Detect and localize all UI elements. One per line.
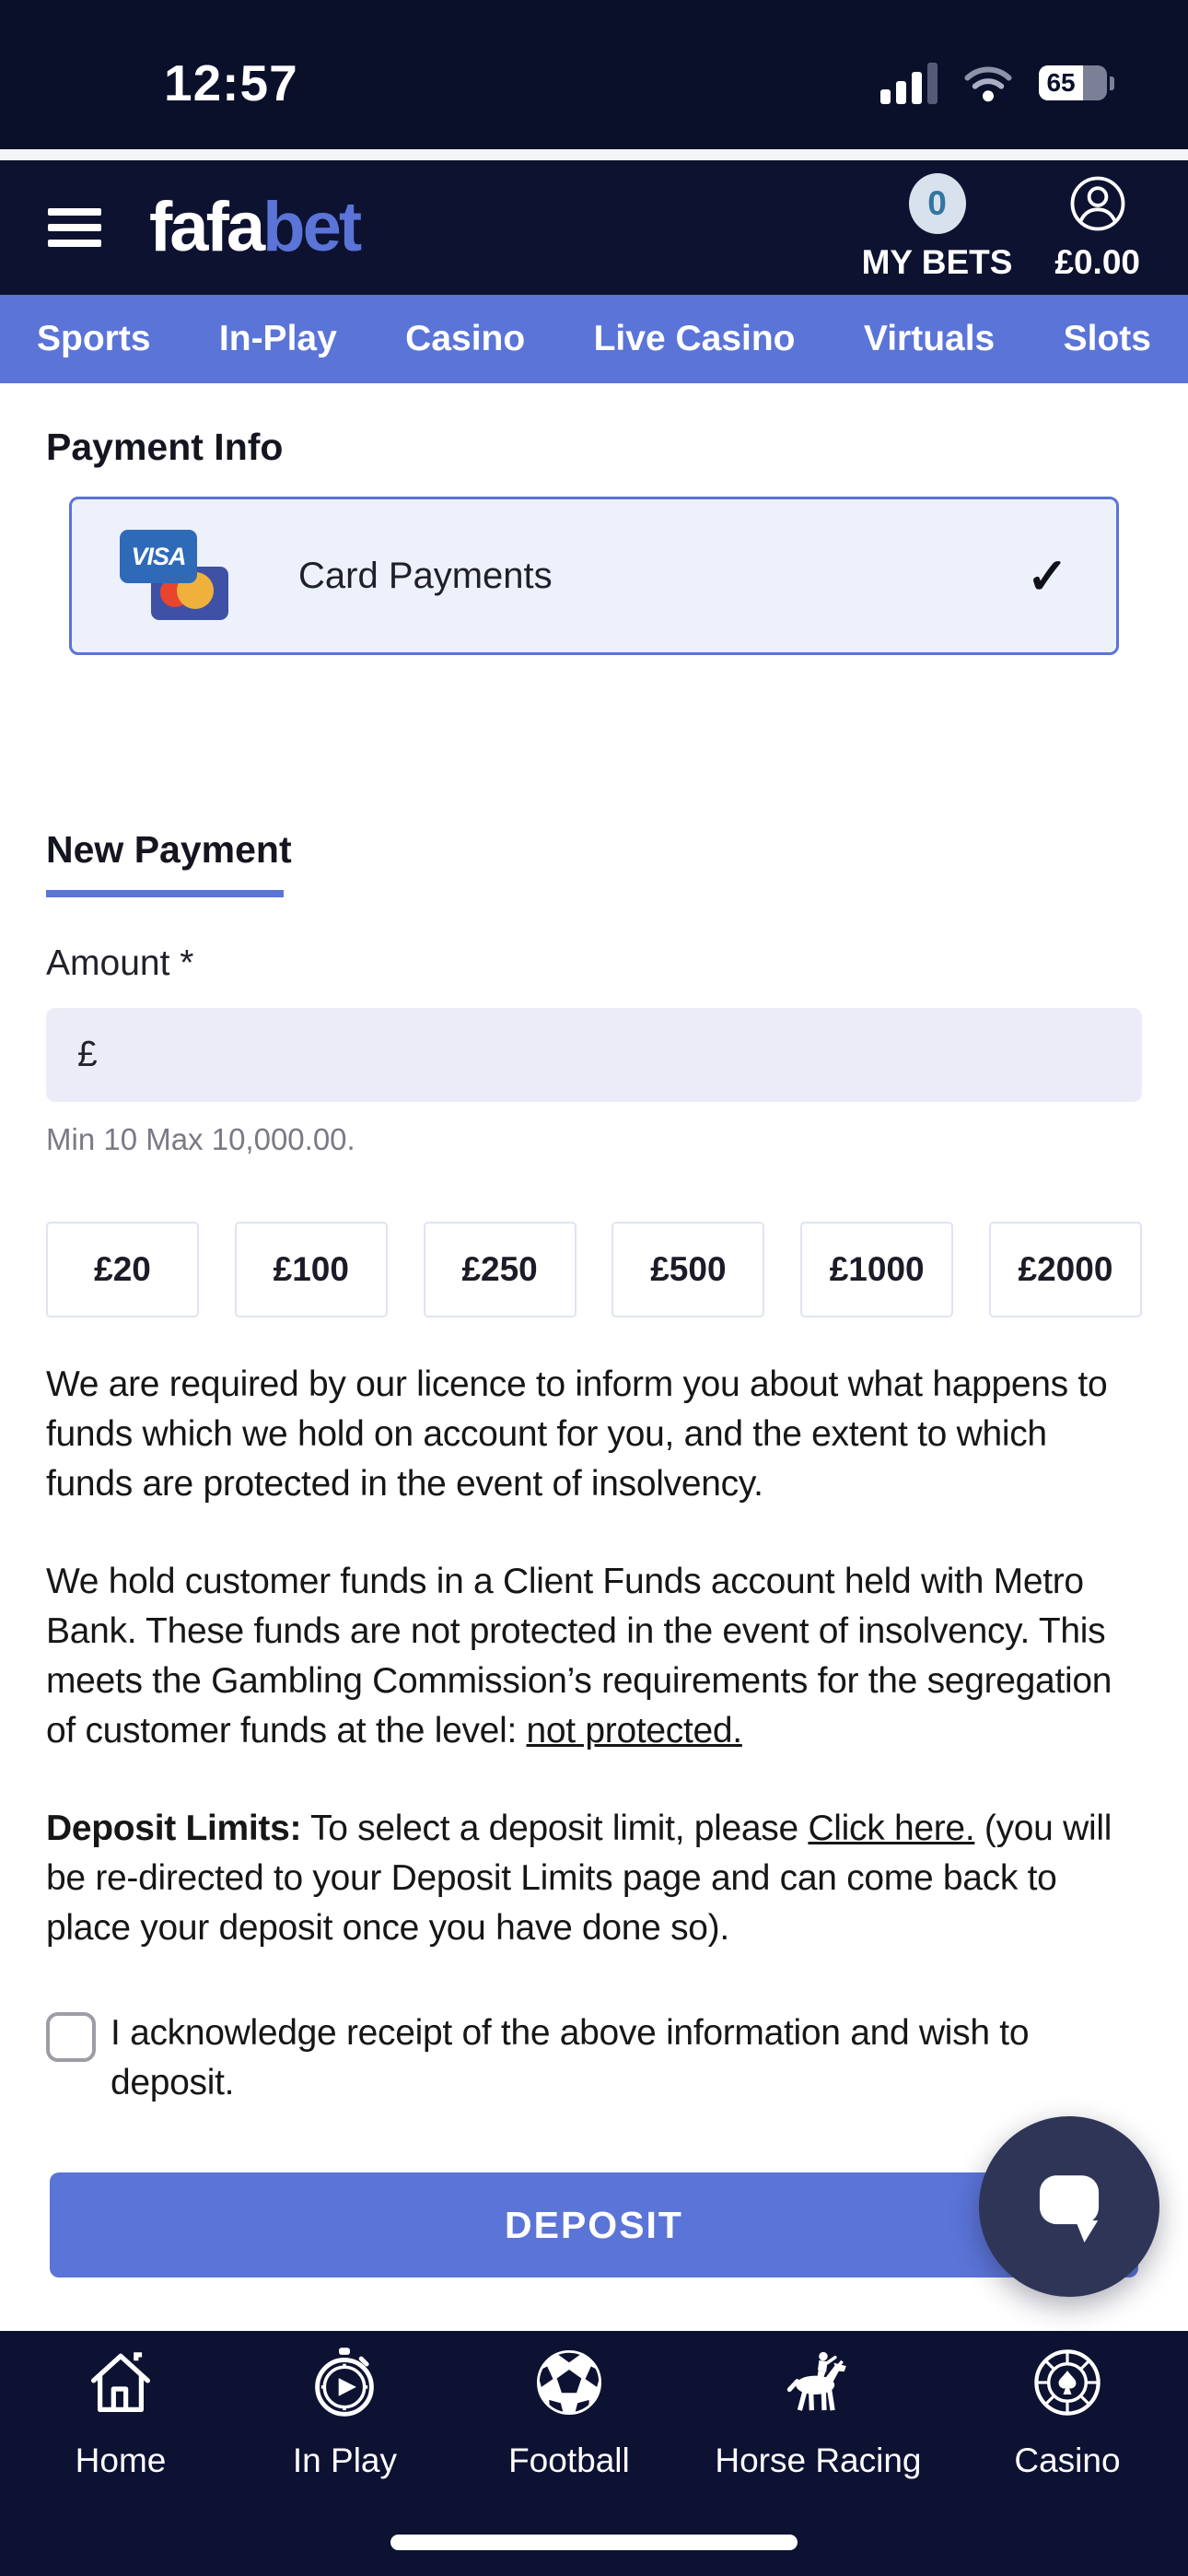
nav-item-inplay[interactable]: In-Play [218,319,337,358]
statusbar-separator [0,149,1188,160]
funds-protection-paragraph: We hold customer funds in a Client Funds account held with Metro Bank. These funds are not protected in the event of insolvency. This meets the Gambling Commission’s requirements for the segregation of customer funds at the level: not protected. [46,1562,1112,1751]
acknowledge-checkbox[interactable] [46,2012,96,2062]
status-bar [0,0,1188,149]
bets-count-badge: 0 [909,173,966,234]
profile-icon [1067,173,1128,234]
quick-amount-button[interactable]: £500 [611,1222,764,1317]
quick-amount-button[interactable]: £250 [424,1222,577,1317]
cell-signal-icon [880,62,938,104]
my-bets-button[interactable] [862,173,1013,282]
live-chat-button[interactable] [979,2116,1159,2297]
amount-input[interactable] [46,1008,1142,1102]
home-indicator[interactable] [390,2535,798,2550]
primary-nav [0,295,1188,383]
battery-percent: 65 [1046,68,1076,97]
click-here-link[interactable]: Click here. [808,1809,975,1848]
football-icon [530,2344,608,2421]
acknowledge-label: I acknowledge receipt of the above information and wish to deposit. [111,2013,1030,2102]
currency-prefix: £ [77,1035,98,1074]
amount-label: Amount * [46,943,194,983]
nav-item-sports[interactable]: Sports [37,319,151,358]
deposit-button[interactable]: DEPOSIT [50,2172,1138,2277]
deposit-page [0,383,1188,2331]
card-payments-option[interactable] [69,497,1119,655]
bottomnav-inplay[interactable]: In Play [266,2344,423,2576]
new-payment-underline [46,890,284,897]
status-time: 12:57 [164,54,298,111]
battery-icon [1039,65,1114,100]
menu-icon[interactable] [48,208,101,247]
visa-mastercard-icon: VISA [120,522,238,629]
bottomnav-football[interactable]: Football [491,2344,647,2576]
quick-amount-button[interactable]: £1000 [800,1222,953,1317]
nav-item-virtuals[interactable]: Virtuals [863,319,996,358]
quick-amount-button[interactable]: £100 [235,1222,388,1317]
app-header [0,160,1188,295]
licence-info-paragraph: We are required by our licence to inform you about what happens to funds which we hold on account for you, and the extent to which funds are protected in the event of insolvency. [46,1364,1108,1504]
nav-item-slots[interactable]: Slots [1063,319,1151,358]
deposit-limits-paragraph: Deposit Limits: To select a deposit limit, please Click here. (you will be re-directed to your Deposit Limits page and can come back to place your deposit once you have done so). [46,1809,1112,1948]
quick-amount-button[interactable]: £20 [46,1222,199,1317]
fafabet-logo[interactable]: fafabet [149,188,360,266]
home-icon [82,2344,159,2421]
horse-racing-icon [779,2344,856,2421]
selected-check-icon: ✓ [1026,548,1068,604]
bottomnav-casino[interactable]: Casino [989,2344,1146,2576]
roulette-icon [1029,2344,1106,2421]
quick-amounts [46,1222,1142,1317]
acknowledge-row [46,2008,1142,2108]
wifi-icon [961,62,1015,104]
amount-helper-text: Min 10 Max 10,000.00. [46,1122,355,1156]
chat-bubble-icon [1021,2159,1117,2254]
nav-item-live-casino[interactable]: Live Casino [593,319,796,358]
balance-amount: £0.00 [1054,243,1140,281]
stopwatch-icon [306,2344,383,2421]
quick-amount-button[interactable]: £2000 [989,1222,1142,1317]
nav-item-casino[interactable]: Casino [405,319,526,358]
account-button[interactable] [1054,173,1140,282]
my-bets-label: MY BETS [861,243,1013,281]
method-label: Card Payments [298,555,553,596]
not-protected-text: not protected. [526,1711,742,1751]
new-payment-title: New Payment [46,828,292,871]
payment-info-title: Payment Info [46,426,284,468]
bottomnav-horse-racing[interactable]: Horse Racing [715,2344,921,2576]
bottomnav-home[interactable]: Home [42,2344,199,2576]
